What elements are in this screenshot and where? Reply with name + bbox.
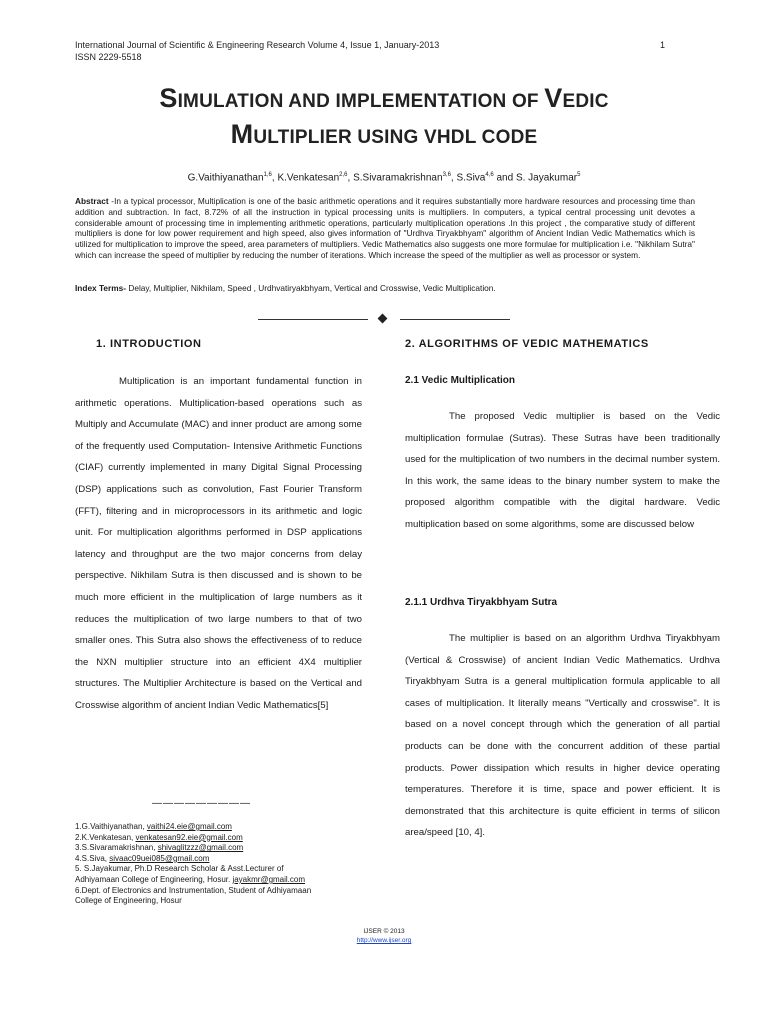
urdhva-paragraph: The multiplier is based on an algorithm Urdhva Tiryakbhyam (Vertical & Crosswise) of ancient Indian Vedic Mathematics. Urdhva Tiryakbhyam Sutra is a general multiplication formula applicable to all cases of multiplication. It literally means "Vertically and crosswise". It is based on a novel concept through which the generation of all partial products can be done with the concurrent addition of these partial products. Power dissipation which results in higher device operating temperatures. Therefore it is time, space and power efficient. It is demonstrated that this architecture is quite efficient in terms of silicon area/speed [10, 4]. <box>405 633 720 839</box>
footnote-6: 6.Dept. of Electronics and Instrumentation, Student of Adhiyamaan <box>75 885 312 895</box>
footnote-5-cont: Adhiyamaan College of Engineering, Hosur. jayakmr@gmail.com <box>75 874 306 884</box>
vedic-multiplication-heading: 2.1 Vedic Multiplication <box>405 375 516 386</box>
footnote-1: 1.G.Vaithiyanathan, vaithi24.eie@gmail.com <box>75 822 232 831</box>
author-list: G.Vaithiyanathan$^{1,6}$, K.Venkatesan$^{2,6}$, S.Sivaramakrishnan$^{3,6}$, S.Siva$^{4,6}$ and S. Jayakumar$^5$ <box>187 172 581 184</box>
footnotes <box>75 822 375 907</box>
page-number: 1 <box>660 40 666 50</box>
paper-title <box>60 82 708 154</box>
footnote-2: 2.K.Venkatesan, venkatesan92.eie@gmail.com <box>75 832 243 842</box>
vedic-paragraph: The proposed Vedic multiplier is based on the Vedic multiplication formulae (Sutras). These Sutras have been traditionally used for the multiplication of two numbers in the decimal number system. In this work, the same ideas to the binary number system to make the proposed algorithm compatible with the digital hardware. Vedic multiplication based on some algorithms, some are discussed below <box>405 411 720 530</box>
intro-paragraph: Multiplication is an important fundamental function in arithmetic operations. Multiplication-based operations such as Multiply and Accumulate (MAC) and inner product are among some of the frequently used Computation- Intensive Arithmetic Functions (CIAF) currently implemented in many Digital Signal Processing (DSP) applications such as convolution, Fast Fourier Transform (FFT), filtering and in microprocessors in its arithmetic and logic unit. For multiplication algorithms performed in DSP applications latency and throughput are the two major concerns from delay perspective. Nikhilam Sutra is then discussed and is shown to be much more efficient in the multiplication of large numbers as it reduces the multiplication of two large numbers to that of two smaller ones. This Sutra also shows the effectiveness of to reduce the NXN multiplier structure into an efficient 4X4 multiplier structures. The Multiplier Architecture is based on the Vertical and Crosswise algorithm of ancient Indian Vedic Mathematics[5] <box>75 376 362 711</box>
urdhva-heading: 2.1.1 Urdhva Tiryakbhyam Sutra <box>405 597 558 608</box>
email-link[interactable]: venkatesan92.eie@gmail.com <box>135 832 243 842</box>
title-line-2: MULTIPLIER USING VHDL CODE <box>230 119 538 149</box>
footnote-5: 5. S.Jayakumar, Ph.D Research Scholar & Asst.Lecturer of <box>75 864 284 874</box>
abstract-label: Abstract <box>75 196 109 206</box>
index-terms: Index Terms- Delay, Multiplier, Nikhilam, Speed , Urdhvatiryakbhyam, Vertical and Crosswise, Vedic Multiplication. <box>75 283 496 293</box>
email-link[interactable]: vaithi24.eie@gmail.com <box>146 822 232 831</box>
abstract-text: -In a typical processor, Multiplication is one of the basic arithmetic operations and it requires substantially more hardware resources and processing time than addition and subtraction. In fact, 8.72% of all the instruction in typical processing units is multipliers. In computers, a typical central processing unit devotes a considerable amount of processing time in implementing arithmetic operations, particularly multiplication operations .In this project , the comparative study of different multipliers is done for low power requirement and high speed, also gives information of "Urdhva Tiryakbhyam" algorithm of Ancient Indian Vedic Mathematics which is utilized for multiplication to improve the speed, area parameters of multipliers. Vedic Mathematics also suggests one more formulae for multiplication i.e. "Nikhilam Sutra" which can increase the speed of multiplier by reducing the number of iterations. Which increase the speed of the multiplier as well as processor or system. <box>75 196 695 260</box>
journal-header: International Journal of Scientific & Engineering Research Volume 4, Issue 1, January-2013 <box>75 40 440 50</box>
abstract <box>75 196 695 261</box>
footnote-3: 3.S.Sivaramakrishnan, shivaglitzzz@gmail.com <box>75 843 244 853</box>
footer-url-link[interactable]: http://www.ijser.org <box>356 937 412 944</box>
algorithms-heading: 2. ALGORITHMS OF VEDIC MATHEMATICS <box>405 338 649 350</box>
email-link[interactable]: sivaac09uei085@gmail.com <box>109 853 210 863</box>
email-link[interactable]: shivaglitzzz@gmail.com <box>157 843 244 853</box>
footnote-rule: ————————— <box>152 798 251 809</box>
intro-heading: 1. INTRODUCTION <box>96 338 202 350</box>
diamond-icon <box>378 314 388 324</box>
footer-copyright: IJSER © 2013 <box>363 928 405 935</box>
email-link[interactable]: jayakmr@gmail.com <box>232 874 306 884</box>
title-line-1: SIMULATION AND IMPLEMENTATION OF VEDIC <box>159 83 609 113</box>
section-divider <box>258 315 510 325</box>
footnote-4: 4.S.Siva, sivaac09uei085@gmail.com <box>75 853 210 863</box>
issn-label: ISSN 2229-5518 <box>75 52 142 62</box>
footnote-6-cont: College of Engineering, Hosur <box>75 896 182 906</box>
